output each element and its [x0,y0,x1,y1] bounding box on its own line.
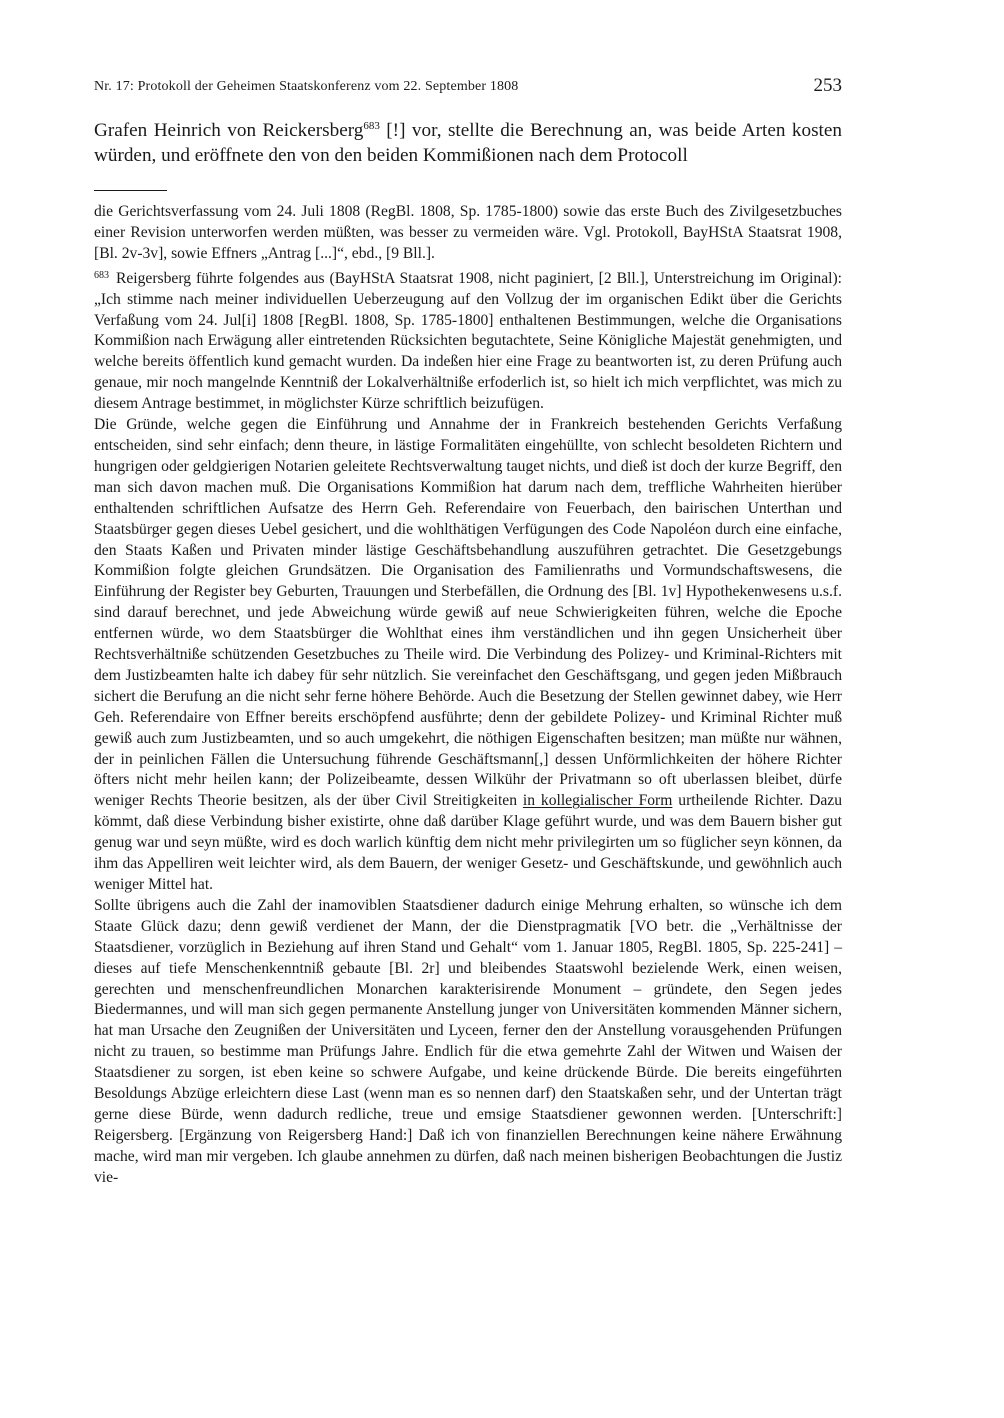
footnote-683-text-1: Reigersberg führte folgendes aus (BayHStA Staatsrat 1908, nicht paginiert, [2 Bll.], Unterstreichung im Original): „Ich stimme nach meiner individuellen Ueberzeugung auf den Vollzug der im organischen Edikt über die Gerichts Verfaßung vom 24. Jul[i] 1808 [RegBl. 1808, Sp. 1785-1800] enthaltenen Bestimmungen, welche die Organisations Kommißion nach Erwägung aller eintretenden Rücksichten begutachtete, Seine Königliche Majestät genehmigten, und welche bereits öffentlich kund gemacht wurden. Da indeßen hier eine Frage zu beantworten ist, zu deren Prüfung auch genaue, mir noch mangelnde Kenntniß der Lokalverhältniße erfoderlich ist, so hielt ich mich verpflichtet, was mich zu diesem Antrage bestimmet, in möglichster Kürze schriftlich beizufügen. [94,269,842,413]
page-number: 253 [813,75,842,96]
footnote-683-text-2b: urtheilende Richter. Dazu kömmt, daß diese Verbindung bisher existirte, ohne daß darüber Klage geführt wurde, und was dem Bauern bisher gut genug war und seyn müßte, wird es doch warlich künftig dem nicht mehr privilegirten um so füglicher seyn können, da ihm das Appelliren weit leichter wird, als dem Bauern, der weniger Gesetz- und Geschäftskunde, und gewöhnlich auch weniger Mittel hat. [94,792,842,893]
running-header [94,77,842,101]
footnotes [94,202,842,1189]
main-text [94,118,842,168]
footnote-683-marker: 683 [94,269,109,281]
main-text-rest: [!] vor, stellte die Berechnung an, was beide Arten kosten würden, und eröffnete den von den beiden Kommißionen nach dem Protocoll [94,120,842,166]
footnote-683-paragraph-2 [94,415,842,896]
main-text-start: Grafen Heinrich von Reickersberg [94,120,364,141]
footnote-reference: 683 [363,120,380,132]
underlined-phrase: in kollegialischer Form [522,792,673,810]
footnote-continued: die Gerichtsverfassung vom 24. Juli 1808 (RegBl. 1808, Sp. 1785-1800) sowie das erste Buch des Zivilgesetzbuches einer Revision unterworfen werden müßten, was besser zu vermeiden wäre. Vgl. Protokoll, BayHStA Staatsrat 1908, [Bl. 2v-3v], sowie Effners „Antrag [...]“, ebd., [9 Bll.]. [94,203,842,262]
running-title: Nr. 17: Protokoll der Geheimen Staatskonferenz vom 22. September 1808 [94,79,519,94]
footnote-683-paragraph-1 [94,269,842,415]
main-paragraph [94,118,842,168]
footnote-683-text-2a: Die Gründe, welche gegen die Einführung und Annahme der in Frankreich bestehenden Gerichts Verfaßung entscheiden, sind sehr einfach; denn theure, in lästige Formalitäten eingehüllte, von schlecht besoldeten Richtern und hungrigen oder geldgierigen Notarien geleitete Rechtsverwaltung tauget nichts, und dieß ist doch der kurze Begriff, den man sich davon machen muß. Die Organisations Kommißion hat darum nach dem, treffliche Wahrheiten hierüber enthaltenden schriftlichen Aufsatze des Herrn Geh. Referendaire von Feuerbach, den bairischen Unterthan und Staatsbürger gegen dieses Uebel gesichert, und die wohlthätigen Verfügungen des Code Napoléon durch eine einfache, den Staats Kaßen und Privaten minder lästige Geschäftsbehandlung auszuführen getrachtet. Die Gesetzgebungs Kommißion folgte gleichen Grundsätzen. Die Organisation des Familienraths und Vormundschaftswesens, die Einführung der Register bey Geburten, Trauungen und Sterbefällen, die Ordnung des [Bl. 1v] Hypothekenwesens u.s.f. sind darauf berechnet, und jede Abweichung würde gewiß auf neue Schwierigkeiten führen, welche die Epoche entfernen würde, wo dem Staatsbürger die Wohlthat eines ihm verständlichen und ihn gegen Unsicherheit über Rechtsverhältniße schützenden Gesetzbuches zu Theile wird. Die Verbindung des Polizey- und Kriminal-Richters mit dem Justizbeamten halte ich dabey für sehr nützlich. Sie vereinfachet den Geschäftsgang, und gegen jeden Mißbrauch sichert die Berufung an die nicht sehr ferne höhere Behörde. Auch die Besetzung der Stellen gewinnet dabey, wie Herr Geh. Referendaire von Effner bereits erschöpfend ausführte; denn der gebildete Polizey- und Kriminal Richter muß gewiß auch zum Justizbeamten, und so auch umgekehrt, die nöthigen Eigenschaften besitzen; man müßte nur wähnen, der in peinlichen Fällen die Untersuchung führende Geschäftsmann[,] dessen Unförmlichkeiten der höhere Richter öfters nicht mehr heilen kann; der Polizeibeamte, dessen Wilkühr der Privatmann so oft uberlassen bleibet, dürfe weniger Rechts Theorie besitzen, als der über Civil Streitigkeiten [94,416,842,810]
footnote-683-paragraph-3: Sollte übrigens auch die Zahl der inamoviblen Staatsdiener dadurch einige Mehrung erhalten, so wünsche ich dem Staate Glück dazu; denn gewiß verdienet der Mann, der die Dienstpragmatik [VO betr. die „Verhältnisse der Staatsdiener, vorzüglich in Beziehung auf ihren Stand und Gehalt“ vom 1. Januar 1805, RegBl. 1805, Sp. 225-241] – dieses auf tiefe Menschenkenntniß gebaute [Bl. 2r] und bleibendes Staatswohl bezielende Werk, einen weisen, gerechten und menschenfreundlichen Monarchen karakterisirende Monument – gründete, den Segen jedes Biedermannes, und will man sich gegen permanente Anstellung junger von Universitäten kommenden Männer sichern, hat man Ursache den Zeugnißen der Universitäten und Lyceen, ferner den der Anstellung vorausgehenden Prüfungen nicht zu trauen, so bestimme man Prüfungs Jahre. Endlich für die etwa gemehrte Zahl der Witwen und Waisen der Staatsdiener zu sorgen, ist eben keine so schwere Aufgabe, und keine drückende Bürde. Die bereits eingeführten Besoldungs Abzüge erleichtern diese Last (wenn man es so nennen darf) den Staatskaßen sehr, und der Untertan trägt gerne diese Bürde, wenn dadurch redliche, treue und emsige Staatsdiener gewonnen werden. [Unterschrift:] Reigersberg. [Ergänzung von Reigersberg Hand:] Daß ich von finanziellen Berechnungen keine nähere Erwähnung mache, wird man mir vergeben. Ich glaube annehmen zu dürfen, daß nach meinen bisherigen Beobachtungen die Justiz vie- [94,896,842,1186]
footnote-separator [94,190,167,191]
